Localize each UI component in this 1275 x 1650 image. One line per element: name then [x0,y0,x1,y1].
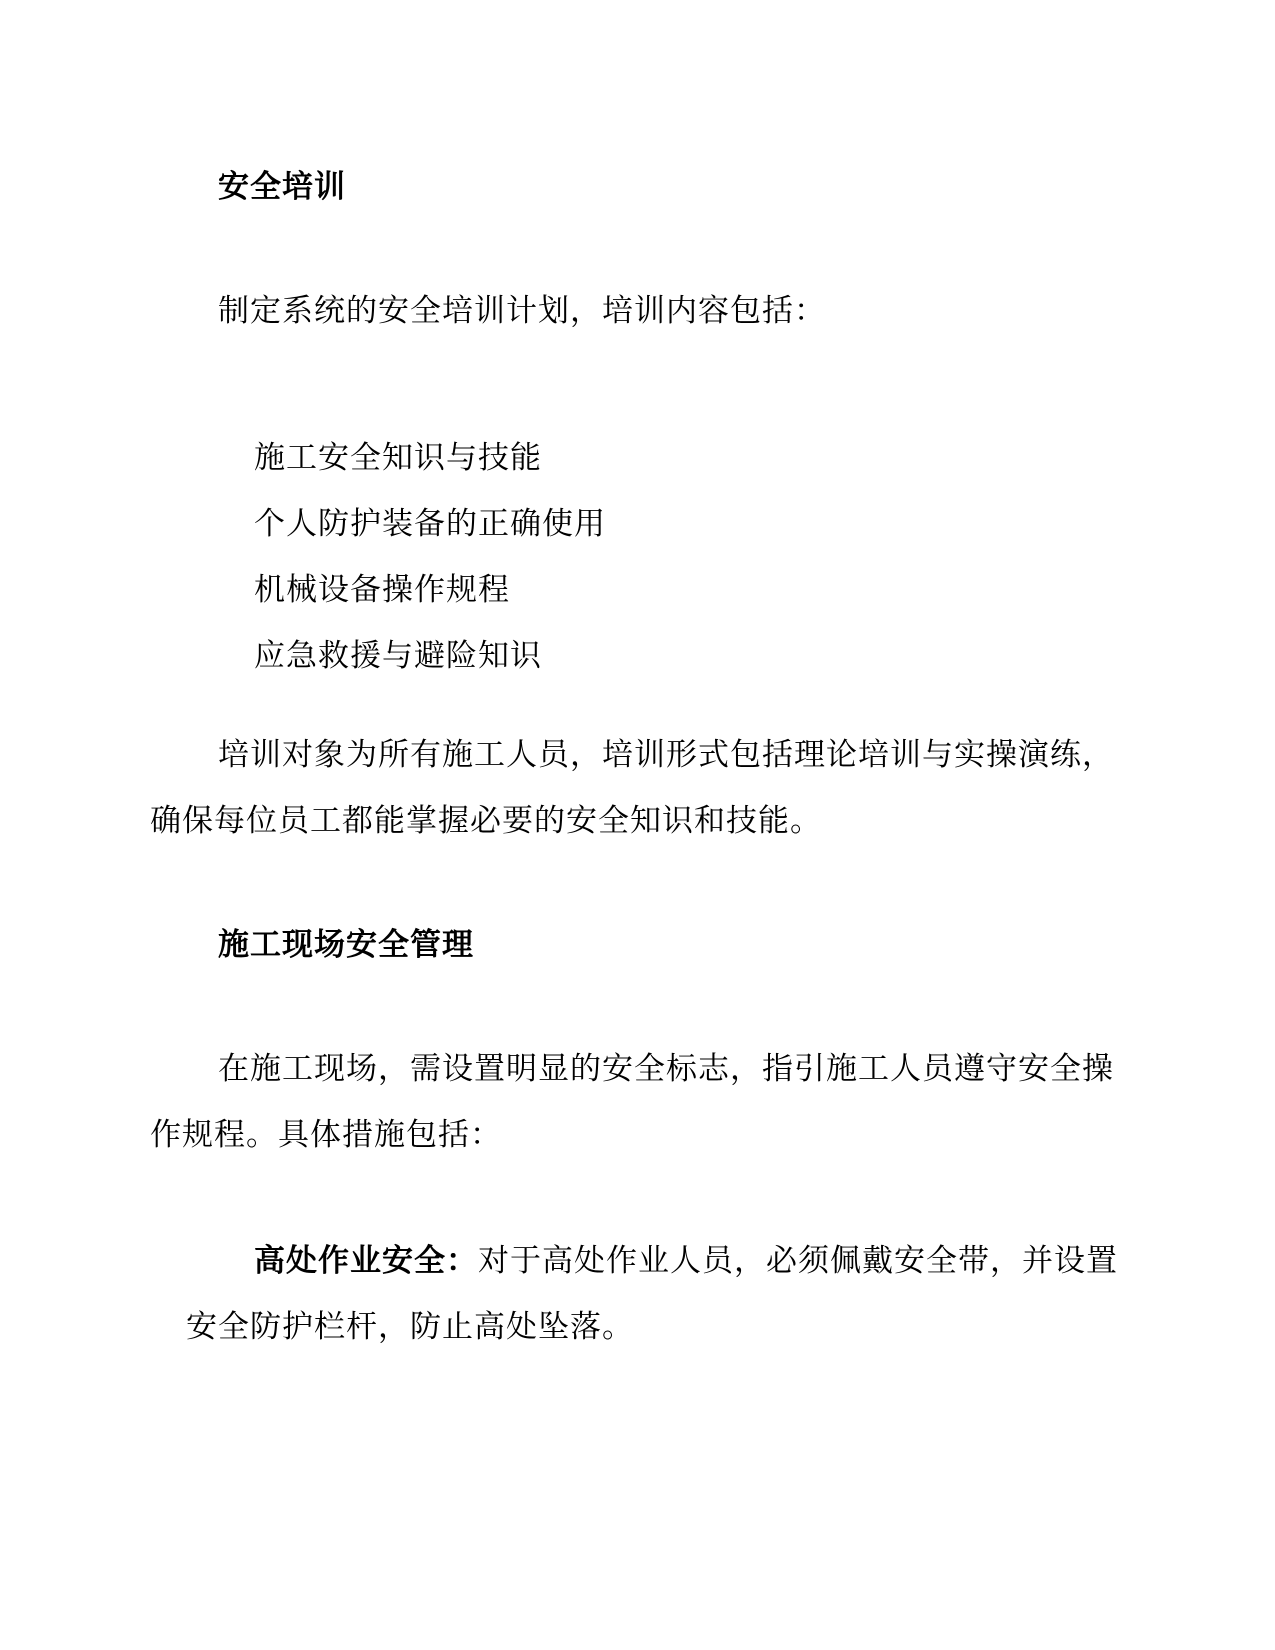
list-item: 个人防护装备的正确使用 [254,506,606,542]
section-heading-safety-training: 安全培训 [218,169,346,205]
training-plan-intro: 制定系统的安全培训计划，培训内容包括： [218,293,826,329]
list-item: 施工安全知识与技能 [254,440,542,476]
section-heading-site-safety-management: 施工现场安全管理 [218,927,474,963]
list-item: 应急救援与避险知识 [254,638,542,674]
measure-high-altitude-work [186,1228,1126,1360]
measure-text: 对于高处作业人员，必须佩戴安全带，并设置安全防护栏杆，防止高处坠落。 [186,1243,1118,1345]
measure-label: 高处作业安全： [254,1243,478,1279]
training-summary-paragraph: 培训对象为所有施工人员，培训形式包括理论培训与实操演练，确保每位员工都能掌握必要的安全知识和技能。 [150,737,1114,839]
site-safety-intro-paragraph: 在施工现场，需设置明显的安全标志，指引施工人员遵守安全操作规程。具体措施包括： [150,1051,1114,1153]
list-item: 机械设备操作规程 [254,572,510,608]
training-content-list [254,425,606,689]
